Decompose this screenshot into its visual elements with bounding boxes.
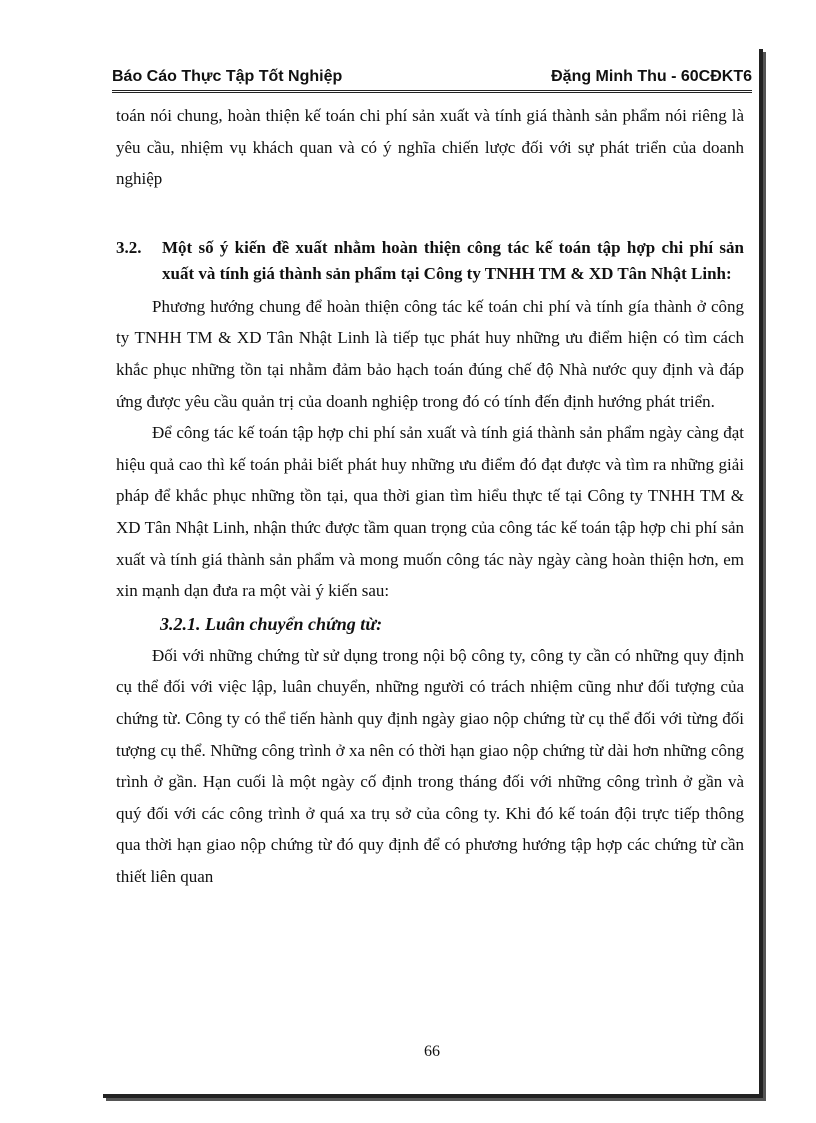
section-number: 3.2. — [116, 237, 142, 257]
intro-paragraph: toán nói chung, hoàn thiện kế toán chi phí sản xuất và tính giá thành sản phẩm nói riêng là yêu cầu, nhiệm vụ khách quan và có ý nghĩa chiến lược đối với sự phát triển của doanh nghiệp — [116, 106, 744, 189]
header-report-title: Báo Cáo Thực Tập Tốt Nghiệp — [112, 68, 343, 85]
paragraph: Phương hướng chung để hoàn thiện công tác kế toán chi phí và tính gía thành ở công ty TNHH TM & XD Tân Nhật Linh là tiếp tục phát huy những ưu điểm hiện có tìm cách khắc phục những tồn tại nhằm đảm bảo hạch toán đúng chế độ Nhà nước quy định và đáp ứng được yêu cầu quản trị của doanh nghiệp trong đó có tính đến định hướng phát triển. — [116, 296, 744, 411]
page-header — [112, 57, 752, 93]
page-number: 66 — [424, 1043, 440, 1060]
header-author: Đặng Minh Thu - 60CĐKT6 — [551, 68, 752, 85]
section-heading — [116, 235, 744, 287]
subsection-paragraph: Đối với những chứng từ sử dụng trong nội bộ công ty, công ty cần có những quy định cụ thể đối với việc lập, luân chuyển, những người có trách nhiệm cũng như đối tượng của chứng từ. Công ty có thể tiến hành quy định ngày giao nộp chứng từ cụ thể đối với từng đối tượng cụ thể. Những công trình ở xa nên có thời hạn giao nộp chứng từ dài hơn những công trình ở gần. Hạn cuối là một ngày cố định trong tháng đối với những công trình ở gần và quý đối với các công trình ở quá xa trụ sở của công ty. Khi đó kế toán đội trực tiếp thông qua thời hạn giao nộp chứng từ đó quy định để có phương hướng tập hợp các chứng từ cần thiết liên quan — [116, 645, 744, 886]
subsection-heading: 3.2.1. Luân chuyển chứng từ: — [160, 613, 383, 634]
paragraph: Để công tác kế toán tập hợp chi phí sản xuất và tính giá thành sản phẩm ngày càng đạt hiệu quả cao thì kế toán phải biết phát huy những ưu điểm đó đạt được và tìm ra những giải pháp để khắc phục những tồn tại, qua thời gian tìm hiểu thực tế tại Công ty TNHH TM & XD Tân Nhật Linh, nhận thức được tầm quan trọng của công tác kế toán tập hợp chi phí sản xuất và tính giá thành sản phẩm và mong muốn công tác này ngày càng hoàn thiện hơn, em xin mạnh dạn đưa ra một vài ý kiến sau: — [116, 423, 744, 601]
section-title: Một số ý kiến đề xuất nhằm hoàn thiện công tác kế toán tập hợp chi phí sản xuất và tính giá thành sản phẩm tại Công ty TNHH TM & XD Tân Nhật Linh: — [162, 237, 744, 283]
document-body — [116, 100, 744, 892]
